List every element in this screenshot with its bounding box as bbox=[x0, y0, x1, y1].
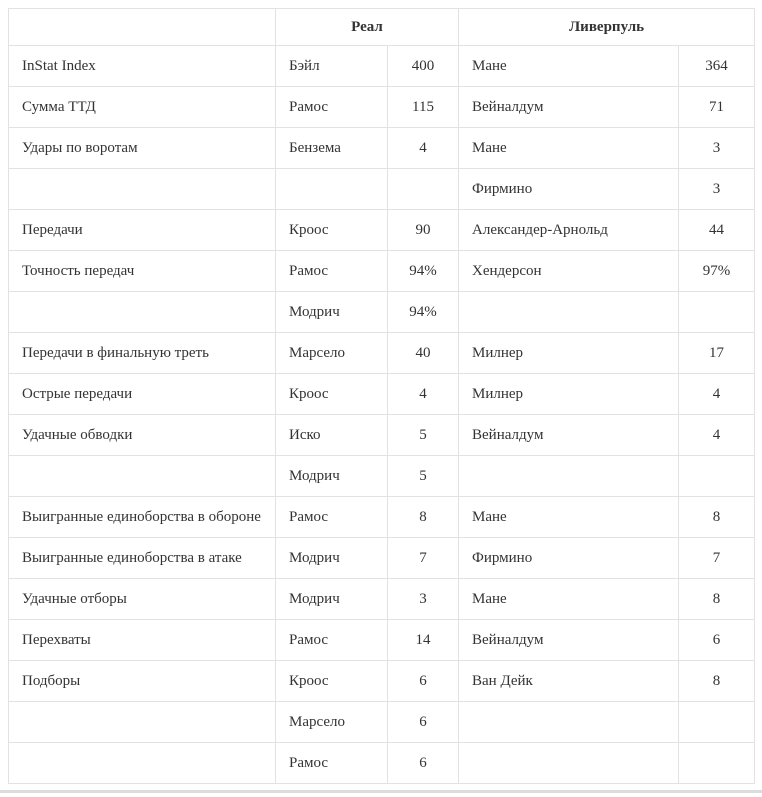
liverpool-player-cell bbox=[459, 456, 679, 497]
table-row bbox=[9, 374, 755, 415]
liverpool-value-cell: 4 bbox=[679, 415, 755, 456]
liverpool-player-cell bbox=[459, 702, 679, 743]
real-player-cell: Иско bbox=[276, 415, 388, 456]
liverpool-player-cell: Мане bbox=[459, 128, 679, 169]
liverpool-player-cell: Вейналдум bbox=[459, 620, 679, 661]
real-value-cell: 5 bbox=[388, 415, 459, 456]
real-player-cell: Кроос bbox=[276, 374, 388, 415]
liverpool-player-cell: Милнер bbox=[459, 333, 679, 374]
stat-name-cell bbox=[9, 456, 276, 497]
liverpool-value-cell bbox=[679, 456, 755, 497]
liverpool-value-cell: 97% bbox=[679, 251, 755, 292]
table-row bbox=[9, 538, 755, 579]
stat-name-cell: Передачи bbox=[9, 210, 276, 251]
real-player-cell: Рамос bbox=[276, 620, 388, 661]
liverpool-player-cell: Ван Дейк bbox=[459, 661, 679, 702]
real-value-cell: 115 bbox=[388, 87, 459, 128]
liverpool-value-cell: 3 bbox=[679, 169, 755, 210]
table-row bbox=[9, 333, 755, 374]
real-value-cell: 6 bbox=[388, 743, 459, 784]
liverpool-player-cell: Вейналдум bbox=[459, 87, 679, 128]
liverpool-value-cell: 364 bbox=[679, 46, 755, 87]
liverpool-value-cell: 3 bbox=[679, 128, 755, 169]
header-team-real: Реал bbox=[276, 9, 459, 46]
real-player-cell: Модрич bbox=[276, 538, 388, 579]
real-value-cell: 6 bbox=[388, 661, 459, 702]
header-empty-cell bbox=[9, 9, 276, 46]
bottom-divider bbox=[0, 790, 762, 793]
real-value-cell: 6 bbox=[388, 702, 459, 743]
stat-name-cell: Точность передач bbox=[9, 251, 276, 292]
liverpool-player-cell bbox=[459, 743, 679, 784]
table-row bbox=[9, 87, 755, 128]
liverpool-value-cell bbox=[679, 702, 755, 743]
real-player-cell: Кроос bbox=[276, 210, 388, 251]
liverpool-value-cell bbox=[679, 743, 755, 784]
liverpool-value-cell: 6 bbox=[679, 620, 755, 661]
stat-name-cell: Удачные отборы bbox=[9, 579, 276, 620]
real-player-cell: Модрич bbox=[276, 292, 388, 333]
real-player-cell: Рамос bbox=[276, 251, 388, 292]
liverpool-player-cell: Вейналдум bbox=[459, 415, 679, 456]
table-row bbox=[9, 497, 755, 538]
stat-name-cell: Удары по воротам bbox=[9, 128, 276, 169]
real-player-cell: Кроос bbox=[276, 661, 388, 702]
stats-table bbox=[8, 8, 755, 784]
real-player-cell: Бензема bbox=[276, 128, 388, 169]
liverpool-player-cell bbox=[459, 292, 679, 333]
table-row bbox=[9, 620, 755, 661]
real-value-cell: 14 bbox=[388, 620, 459, 661]
stat-name-cell: Острые передачи bbox=[9, 374, 276, 415]
liverpool-player-cell: Мане bbox=[459, 46, 679, 87]
real-player-cell: Модрич bbox=[276, 456, 388, 497]
stat-name-cell: Подборы bbox=[9, 661, 276, 702]
stat-name-cell: InStat Index bbox=[9, 46, 276, 87]
real-value-cell bbox=[388, 169, 459, 210]
real-player-cell: Бэйл bbox=[276, 46, 388, 87]
liverpool-value-cell: 44 bbox=[679, 210, 755, 251]
table-row bbox=[9, 46, 755, 87]
stat-name-cell: Сумма ТТД bbox=[9, 87, 276, 128]
liverpool-value-cell: 8 bbox=[679, 661, 755, 702]
real-value-cell: 8 bbox=[388, 497, 459, 538]
real-value-cell: 400 bbox=[388, 46, 459, 87]
table-row bbox=[9, 169, 755, 210]
stat-name-cell: Выигранные единоборства в обороне bbox=[9, 497, 276, 538]
liverpool-player-cell: Мане bbox=[459, 579, 679, 620]
liverpool-value-cell: 8 bbox=[679, 579, 755, 620]
liverpool-player-cell: Милнер bbox=[459, 374, 679, 415]
liverpool-value-cell bbox=[679, 292, 755, 333]
table-row bbox=[9, 251, 755, 292]
stat-name-cell: Передачи в финальную треть bbox=[9, 333, 276, 374]
stat-name-cell: Перехваты bbox=[9, 620, 276, 661]
real-player-cell: Рамос bbox=[276, 87, 388, 128]
real-value-cell: 94% bbox=[388, 292, 459, 333]
stat-name-cell bbox=[9, 169, 276, 210]
liverpool-player-cell: Александер-Арнольд bbox=[459, 210, 679, 251]
real-value-cell: 40 bbox=[388, 333, 459, 374]
real-value-cell: 7 bbox=[388, 538, 459, 579]
real-player-cell: Марсело bbox=[276, 702, 388, 743]
real-value-cell: 4 bbox=[388, 128, 459, 169]
real-value-cell: 3 bbox=[388, 579, 459, 620]
real-value-cell: 4 bbox=[388, 374, 459, 415]
table-row bbox=[9, 128, 755, 169]
real-value-cell: 90 bbox=[388, 210, 459, 251]
header-team-liverpool: Ливерпуль bbox=[459, 9, 755, 46]
real-player-cell: Рамос bbox=[276, 497, 388, 538]
real-value-cell: 94% bbox=[388, 251, 459, 292]
stat-name-cell: Выигранные единоборства в атаке bbox=[9, 538, 276, 579]
real-value-cell: 5 bbox=[388, 456, 459, 497]
table-row bbox=[9, 743, 755, 784]
liverpool-value-cell: 17 bbox=[679, 333, 755, 374]
stat-name-cell bbox=[9, 702, 276, 743]
real-player-cell: Марсело bbox=[276, 333, 388, 374]
stat-name-cell bbox=[9, 743, 276, 784]
liverpool-player-cell: Фирмино bbox=[459, 169, 679, 210]
liverpool-player-cell: Мане bbox=[459, 497, 679, 538]
table-row bbox=[9, 456, 755, 497]
real-player-cell bbox=[276, 169, 388, 210]
table-row bbox=[9, 292, 755, 333]
real-player-cell: Рамос bbox=[276, 743, 388, 784]
stat-name-cell: Удачные обводки bbox=[9, 415, 276, 456]
liverpool-value-cell: 4 bbox=[679, 374, 755, 415]
liverpool-value-cell: 71 bbox=[679, 87, 755, 128]
liverpool-value-cell: 7 bbox=[679, 538, 755, 579]
header-row bbox=[9, 9, 755, 46]
stat-name-cell bbox=[9, 292, 276, 333]
liverpool-player-cell: Хендерсон bbox=[459, 251, 679, 292]
real-player-cell: Модрич bbox=[276, 579, 388, 620]
table-row bbox=[9, 579, 755, 620]
liverpool-player-cell: Фирмино bbox=[459, 538, 679, 579]
table-row bbox=[9, 415, 755, 456]
table-row bbox=[9, 210, 755, 251]
table-row bbox=[9, 661, 755, 702]
liverpool-value-cell: 8 bbox=[679, 497, 755, 538]
table-row bbox=[9, 702, 755, 743]
